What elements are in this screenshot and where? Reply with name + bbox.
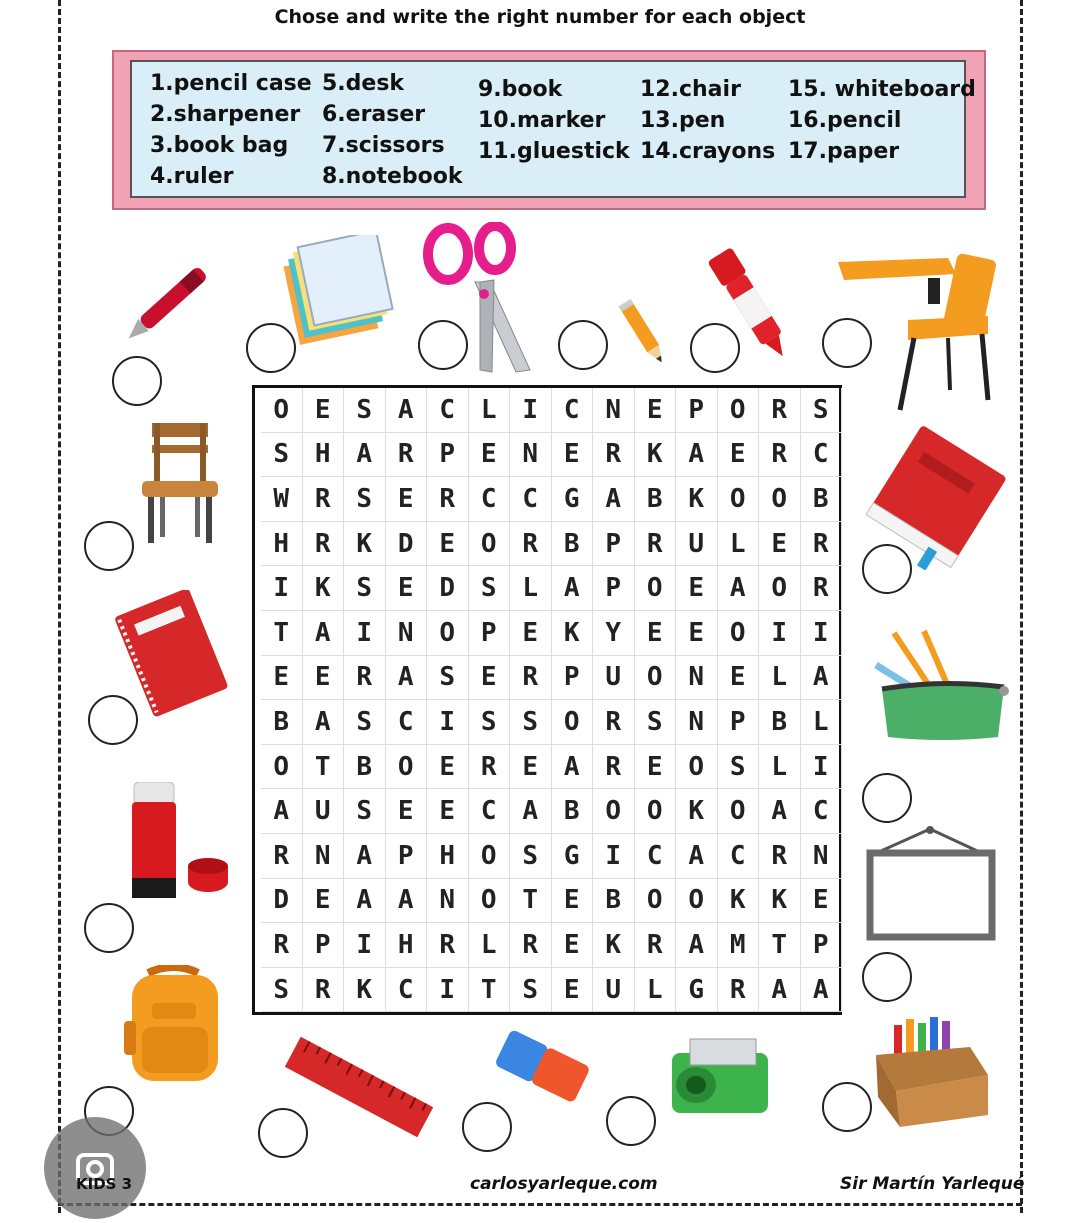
grid-letter[interactable]: A bbox=[801, 656, 843, 701]
grid-letter[interactable]: E bbox=[552, 968, 594, 1013]
grid-letter[interactable]: I bbox=[510, 388, 552, 433]
grid-letter[interactable]: O bbox=[718, 789, 760, 834]
grid-letter[interactable]: O bbox=[469, 879, 511, 924]
grid-letter[interactable]: E bbox=[676, 566, 718, 611]
grid-letter[interactable]: N bbox=[801, 834, 843, 879]
grid-letter[interactable]: I bbox=[427, 968, 469, 1013]
grid-letter[interactable]: E bbox=[718, 433, 760, 478]
grid-letter[interactable]: A bbox=[344, 879, 386, 924]
grid-letter[interactable]: A bbox=[676, 923, 718, 968]
grid-letter[interactable]: L bbox=[469, 388, 511, 433]
book-icon bbox=[866, 425, 1006, 570]
grid-letter[interactable]: C bbox=[718, 834, 760, 879]
answer-circle[interactable] bbox=[862, 773, 912, 823]
vocab-item: 16.pencil bbox=[788, 108, 902, 133]
grid-letter[interactable]: K bbox=[718, 879, 760, 924]
vocab-item: 5.desk bbox=[322, 71, 405, 96]
grid-letter[interactable]: O bbox=[676, 745, 718, 790]
grid-letter[interactable]: E bbox=[303, 656, 345, 701]
grid-letter[interactable]: H bbox=[303, 433, 345, 478]
grid-letter[interactable]: I bbox=[593, 834, 635, 879]
eraser-icon bbox=[492, 1030, 592, 1105]
grid-letter[interactable]: R bbox=[469, 745, 511, 790]
grid-letter[interactable]: A bbox=[676, 834, 718, 879]
grid-letter[interactable]: C bbox=[469, 477, 511, 522]
grid-letter[interactable]: S bbox=[344, 477, 386, 522]
grid-letter[interactable]: E bbox=[552, 433, 594, 478]
grid-letter[interactable]: O bbox=[593, 789, 635, 834]
grid-letter[interactable]: A bbox=[676, 433, 718, 478]
grid-letter[interactable]: I bbox=[344, 923, 386, 968]
grid-letter[interactable]: A bbox=[552, 566, 594, 611]
grid-letter[interactable]: O bbox=[759, 477, 801, 522]
vocabulary-column-2 bbox=[322, 68, 463, 192]
grid-letter[interactable]: C bbox=[427, 388, 469, 433]
book-bag-icon bbox=[118, 965, 233, 1085]
grid-letter[interactable]: S bbox=[510, 968, 552, 1013]
page-border-right bbox=[1020, 0, 1023, 1213]
grid-letter[interactable]: B bbox=[552, 522, 594, 567]
grid-letter[interactable]: I bbox=[759, 611, 801, 656]
grid-letter[interactable]: P bbox=[427, 433, 469, 478]
grid-letter[interactable]: K bbox=[676, 789, 718, 834]
chair-icon bbox=[140, 423, 220, 548]
grid-letter[interactable]: T bbox=[759, 923, 801, 968]
grid-letter[interactable]: U bbox=[676, 522, 718, 567]
grid-letter[interactable]: B bbox=[552, 789, 594, 834]
grid-letter[interactable]: C bbox=[552, 388, 594, 433]
grid-letter[interactable]: B bbox=[261, 700, 303, 745]
grid-letter[interactable]: A bbox=[386, 879, 428, 924]
grid-letter[interactable]: K bbox=[759, 879, 801, 924]
grid-letter[interactable]: C bbox=[801, 789, 843, 834]
grid-letter[interactable]: N bbox=[593, 388, 635, 433]
grid-letter[interactable]: R bbox=[759, 834, 801, 879]
grid-letter[interactable]: R bbox=[303, 522, 345, 567]
vocab-item: 13.pen bbox=[640, 108, 726, 133]
grid-letter[interactable]: S bbox=[635, 700, 677, 745]
grid-letter[interactable]: O bbox=[261, 388, 303, 433]
grid-letter[interactable]: R bbox=[593, 745, 635, 790]
grid-letter[interactable]: C bbox=[801, 433, 843, 478]
grid-letter[interactable]: R bbox=[718, 968, 760, 1013]
grid-letter[interactable]: E bbox=[427, 789, 469, 834]
grid-letter[interactable]: U bbox=[593, 968, 635, 1013]
grid-letter[interactable]: R bbox=[386, 433, 428, 478]
grid-letter[interactable]: P bbox=[552, 656, 594, 701]
lens-overlay-button[interactable] bbox=[44, 1117, 146, 1219]
grid-letter[interactable]: E bbox=[427, 745, 469, 790]
grid-letter[interactable]: O bbox=[427, 611, 469, 656]
grid-letter[interactable]: E bbox=[469, 656, 511, 701]
grid-letter[interactable]: O bbox=[552, 700, 594, 745]
grid-letter[interactable]: E bbox=[635, 388, 677, 433]
grid-letter[interactable]: G bbox=[552, 477, 594, 522]
grid-letter[interactable]: I bbox=[801, 611, 843, 656]
grid-letter[interactable]: R bbox=[635, 923, 677, 968]
grid-letter[interactable]: L bbox=[510, 566, 552, 611]
marker-icon bbox=[700, 245, 805, 370]
grid-letter[interactable]: A bbox=[344, 433, 386, 478]
grid-letter[interactable]: R bbox=[759, 433, 801, 478]
grid-letter[interactable]: E bbox=[635, 611, 677, 656]
paper-stack-icon bbox=[282, 235, 402, 350]
author-label: Sir Martín Yarlequé bbox=[840, 1174, 1025, 1194]
grid-letter[interactable]: K bbox=[635, 433, 677, 478]
pencil-icon bbox=[614, 295, 674, 370]
grid-letter[interactable]: O bbox=[759, 566, 801, 611]
grid-letter[interactable]: L bbox=[635, 968, 677, 1013]
answer-circle[interactable] bbox=[606, 1096, 656, 1146]
grid-letter[interactable]: N bbox=[510, 433, 552, 478]
vocab-item: 2.sharpener bbox=[150, 102, 301, 127]
grid-letter[interactable]: L bbox=[469, 923, 511, 968]
grid-letter[interactable]: E bbox=[386, 789, 428, 834]
grid-letter[interactable]: D bbox=[427, 566, 469, 611]
grid-letter[interactable]: R bbox=[510, 522, 552, 567]
grid-letter[interactable]: A bbox=[759, 789, 801, 834]
grid-letter[interactable]: E bbox=[261, 656, 303, 701]
grid-letter[interactable]: O bbox=[676, 879, 718, 924]
grid-letter[interactable]: R bbox=[510, 923, 552, 968]
grid-letter[interactable]: R bbox=[801, 566, 843, 611]
grid-letter[interactable]: O bbox=[718, 611, 760, 656]
grid-letter[interactable]: A bbox=[510, 789, 552, 834]
grid-letter[interactable]: H bbox=[261, 522, 303, 567]
grid-letter[interactable]: E bbox=[552, 879, 594, 924]
whiteboard-icon bbox=[862, 825, 997, 943]
grid-letter[interactable]: R bbox=[510, 656, 552, 701]
grid-letter[interactable]: E bbox=[552, 923, 594, 968]
grid-letter[interactable]: R bbox=[427, 923, 469, 968]
grid-letter[interactable]: E bbox=[386, 477, 428, 522]
grid-letter[interactable]: G bbox=[676, 968, 718, 1013]
grid-letter[interactable]: K bbox=[593, 923, 635, 968]
grid-letter[interactable]: E bbox=[427, 522, 469, 567]
scissors-icon bbox=[420, 222, 535, 377]
grid-letter[interactable]: A bbox=[386, 388, 428, 433]
grid-letter[interactable]: L bbox=[718, 522, 760, 567]
grid-letter[interactable]: K bbox=[552, 611, 594, 656]
grid-letter[interactable]: R bbox=[635, 522, 677, 567]
grid-letter[interactable]: A bbox=[593, 477, 635, 522]
answer-circle[interactable] bbox=[462, 1102, 512, 1152]
grid-letter[interactable]: W bbox=[261, 477, 303, 522]
page-border-bottom bbox=[58, 1203, 1022, 1206]
grid-letter[interactable]: E bbox=[510, 611, 552, 656]
grid-letter[interactable]: S bbox=[718, 745, 760, 790]
grid-letter[interactable]: B bbox=[801, 477, 843, 522]
grid-letter[interactable]: T bbox=[261, 611, 303, 656]
grid-letter[interactable]: C bbox=[635, 834, 677, 879]
grid-letter[interactable]: S bbox=[261, 968, 303, 1013]
grid-letter[interactable]: P bbox=[469, 611, 511, 656]
grid-letter[interactable]: I bbox=[344, 611, 386, 656]
grid-letter[interactable]: O bbox=[261, 745, 303, 790]
grid-letter[interactable]: P bbox=[303, 923, 345, 968]
worksheet-title: Chose and write the right number for each object bbox=[274, 6, 806, 28]
grid-letter[interactable]: B bbox=[635, 477, 677, 522]
grid-letter[interactable]: N bbox=[676, 656, 718, 701]
grid-letter[interactable]: S bbox=[344, 388, 386, 433]
vocab-item: 1.pencil case bbox=[150, 71, 312, 96]
website-label: carlosyarleque.com bbox=[470, 1174, 658, 1194]
grid-letter[interactable]: A bbox=[386, 656, 428, 701]
grid-letter[interactable]: A bbox=[552, 745, 594, 790]
answer-circle[interactable] bbox=[84, 521, 134, 571]
sharpener-icon bbox=[668, 1035, 778, 1120]
grid-letter[interactable]: O bbox=[635, 656, 677, 701]
grid-letter[interactable]: O bbox=[386, 745, 428, 790]
grid-letter[interactable]: H bbox=[427, 834, 469, 879]
ruler-icon bbox=[282, 1030, 437, 1145]
grid-letter[interactable]: K bbox=[344, 522, 386, 567]
grid-letter[interactable]: K bbox=[303, 566, 345, 611]
grid-letter[interactable]: R bbox=[303, 968, 345, 1013]
grid-letter[interactable]: D bbox=[386, 522, 428, 567]
grid-letter[interactable]: S bbox=[344, 700, 386, 745]
vocab-item: 15. whiteboard bbox=[788, 77, 976, 102]
grid-letter[interactable]: T bbox=[510, 879, 552, 924]
grid-letter[interactable]: K bbox=[344, 968, 386, 1013]
grid-letter[interactable]: H bbox=[386, 923, 428, 968]
grid-letter[interactable]: R bbox=[261, 834, 303, 879]
crayons-icon bbox=[870, 1015, 998, 1130]
vocabulary-column-5 bbox=[788, 74, 976, 167]
grid-letter[interactable]: P bbox=[593, 566, 635, 611]
grid-letter[interactable]: A bbox=[261, 789, 303, 834]
grid-letter[interactable]: E bbox=[635, 745, 677, 790]
grid-letter[interactable]: R bbox=[759, 388, 801, 433]
answer-circle[interactable] bbox=[822, 1082, 872, 1132]
answer-circle[interactable] bbox=[862, 952, 912, 1002]
grid-letter[interactable]: S bbox=[801, 388, 843, 433]
camera-lens-icon bbox=[44, 1117, 146, 1219]
grid-letter[interactable]: N bbox=[303, 834, 345, 879]
grid-letter[interactable]: E bbox=[303, 388, 345, 433]
grid-letter[interactable]: O bbox=[635, 566, 677, 611]
grid-letter[interactable]: S bbox=[469, 700, 511, 745]
grid-letter[interactable]: S bbox=[427, 656, 469, 701]
grid-letter[interactable]: E bbox=[718, 656, 760, 701]
grid-letter[interactable]: E bbox=[759, 522, 801, 567]
vocab-item: 14.crayons bbox=[640, 139, 776, 164]
grid-letter[interactable]: N bbox=[676, 700, 718, 745]
grid-letter[interactable]: T bbox=[469, 968, 511, 1013]
pencil-case-icon bbox=[872, 625, 1017, 745]
grid-letter[interactable]: E bbox=[303, 879, 345, 924]
grid-letter[interactable]: P bbox=[718, 700, 760, 745]
grid-letter[interactable]: B bbox=[593, 879, 635, 924]
page-border-left bbox=[58, 0, 61, 1213]
grid-letter[interactable]: U bbox=[593, 656, 635, 701]
grid-letter[interactable]: I bbox=[801, 745, 843, 790]
vocab-item: 11.gluestick bbox=[478, 139, 630, 164]
word-search-grid bbox=[252, 385, 842, 1015]
grid-letter[interactable]: R bbox=[593, 433, 635, 478]
grid-letter[interactable]: Y bbox=[593, 611, 635, 656]
grid-letter[interactable]: P bbox=[801, 923, 843, 968]
grid-letter[interactable]: O bbox=[469, 522, 511, 567]
pen-icon bbox=[118, 255, 213, 360]
grid-letter[interactable]: S bbox=[344, 566, 386, 611]
grid-letter[interactable]: O bbox=[635, 789, 677, 834]
grid-letter[interactable]: D bbox=[261, 879, 303, 924]
grid-letter[interactable]: C bbox=[386, 700, 428, 745]
word-search-cells bbox=[261, 388, 842, 1012]
grid-letter[interactable]: S bbox=[344, 789, 386, 834]
grid-letter[interactable]: O bbox=[718, 388, 760, 433]
grid-letter[interactable]: L bbox=[759, 745, 801, 790]
grid-letter[interactable]: A bbox=[759, 968, 801, 1013]
answer-circle[interactable] bbox=[84, 903, 134, 953]
grid-letter[interactable]: P bbox=[676, 388, 718, 433]
grid-letter[interactable]: P bbox=[386, 834, 428, 879]
grid-letter[interactable]: E bbox=[801, 879, 843, 924]
grid-letter[interactable]: L bbox=[759, 656, 801, 701]
grid-letter[interactable]: A bbox=[303, 611, 345, 656]
level-label: KIDS 3 bbox=[76, 1175, 133, 1193]
vocab-item: 8.notebook bbox=[322, 164, 463, 189]
grid-letter[interactable]: C bbox=[386, 968, 428, 1013]
gluestick-icon bbox=[128, 782, 233, 902]
grid-letter[interactable]: N bbox=[386, 611, 428, 656]
grid-letter[interactable]: U bbox=[303, 789, 345, 834]
vocab-item: 17.paper bbox=[788, 139, 900, 164]
answer-circle[interactable] bbox=[558, 320, 608, 370]
grid-letter[interactable]: N bbox=[427, 879, 469, 924]
vocabulary-list bbox=[130, 60, 976, 198]
grid-letter[interactable]: I bbox=[261, 566, 303, 611]
grid-letter[interactable]: A bbox=[801, 968, 843, 1013]
vocab-item: 6.eraser bbox=[322, 102, 426, 127]
grid-letter[interactable]: P bbox=[593, 522, 635, 567]
grid-letter[interactable]: C bbox=[510, 477, 552, 522]
vocab-item: 4.ruler bbox=[150, 164, 234, 189]
grid-letter[interactable]: O bbox=[635, 879, 677, 924]
grid-letter[interactable]: O bbox=[469, 834, 511, 879]
vocab-item: 3.book bag bbox=[150, 133, 289, 158]
notebook-icon bbox=[108, 590, 228, 720]
grid-letter[interactable]: R bbox=[344, 656, 386, 701]
vocab-item: 12.chair bbox=[640, 77, 741, 102]
grid-letter[interactable]: R bbox=[801, 522, 843, 567]
vocab-item: 9.book bbox=[478, 77, 563, 102]
vocabulary-box bbox=[112, 50, 986, 210]
grid-letter[interactable]: S bbox=[261, 433, 303, 478]
vocab-item: 10.marker bbox=[478, 108, 606, 133]
grid-letter[interactable]: T bbox=[303, 745, 345, 790]
grid-letter[interactable]: M bbox=[718, 923, 760, 968]
vocabulary-column-1 bbox=[150, 68, 312, 192]
vocabulary-column-3 bbox=[478, 74, 630, 167]
grid-letter[interactable]: S bbox=[469, 566, 511, 611]
grid-letter[interactable]: E bbox=[510, 745, 552, 790]
answer-circle[interactable] bbox=[112, 356, 162, 406]
grid-letter[interactable]: A bbox=[718, 566, 760, 611]
grid-letter[interactable]: O bbox=[718, 477, 760, 522]
desk-icon bbox=[838, 250, 1003, 415]
grid-letter[interactable]: B bbox=[344, 745, 386, 790]
grid-letter[interactable]: G bbox=[552, 834, 594, 879]
vocab-item: 7.scissors bbox=[322, 133, 445, 158]
grid-letter[interactable]: K bbox=[676, 477, 718, 522]
grid-letter[interactable]: R bbox=[303, 477, 345, 522]
grid-letter[interactable]: E bbox=[676, 611, 718, 656]
grid-letter[interactable]: S bbox=[510, 700, 552, 745]
grid-letter[interactable]: E bbox=[386, 566, 428, 611]
grid-letter[interactable]: L bbox=[801, 700, 843, 745]
grid-letter[interactable]: B bbox=[759, 700, 801, 745]
grid-letter[interactable]: S bbox=[510, 834, 552, 879]
grid-letter[interactable]: R bbox=[261, 923, 303, 968]
grid-letter[interactable]: R bbox=[427, 477, 469, 522]
grid-letter[interactable]: C bbox=[469, 789, 511, 834]
grid-letter[interactable]: I bbox=[427, 700, 469, 745]
grid-letter[interactable]: A bbox=[303, 700, 345, 745]
grid-letter[interactable]: E bbox=[469, 433, 511, 478]
grid-letter[interactable]: R bbox=[593, 700, 635, 745]
vocabulary-column-4 bbox=[640, 74, 775, 167]
grid-letter[interactable]: A bbox=[344, 834, 386, 879]
